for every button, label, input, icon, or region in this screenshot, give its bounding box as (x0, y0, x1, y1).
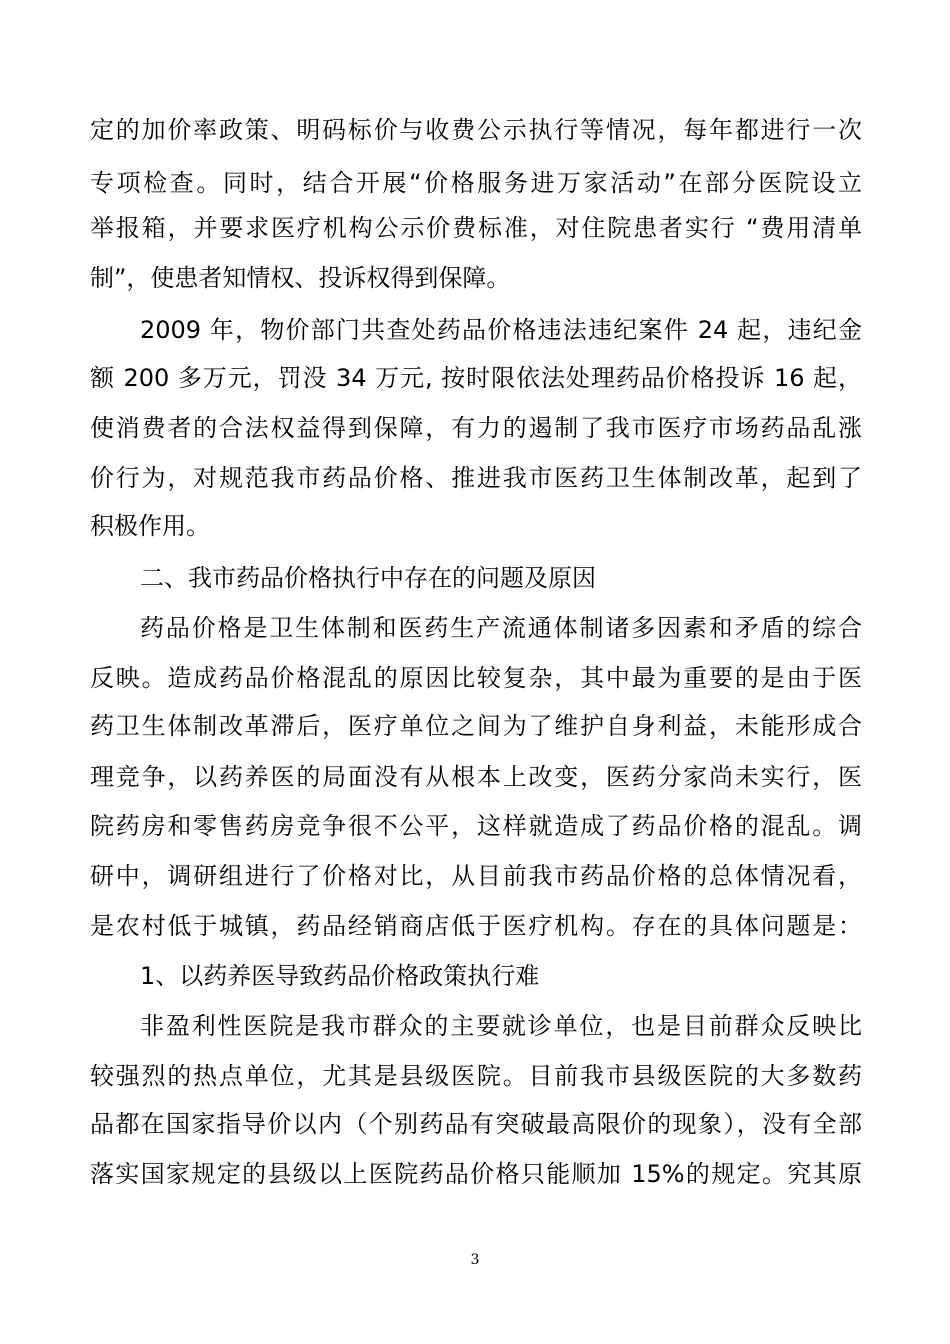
paragraph-line: 院药房和零售药房竞争很不公平，这样就造成了药品价格的混乱。调 (90, 812, 862, 840)
paragraph-line: 使消费者的合法权益得到保障，有力的遏制了我市医疗市场药品乱涨 (90, 414, 862, 442)
page-number: 3 (470, 1252, 480, 1268)
paragraph-line: 非盈利性医院是我市群众的主要就诊单位，也是目前群众反映比 (140, 1012, 862, 1040)
paragraph-line: 专项检查。同时，结合开展“价格服务进万家活动”在部分医院设立 (90, 169, 862, 197)
section-heading: 二、我市药品价格执行中存在的问题及原因 (140, 564, 596, 592)
paragraph-line: 落实国家规定的县级以上医院药品价格只能顺加 15%的规定。究其原 (90, 1160, 862, 1188)
paragraph-line: 制”，使患者知情权、投诉权得到保障。 (90, 264, 511, 292)
subsection-heading: 1、以药养医导致药品价格政策执行难 (140, 962, 540, 990)
paragraph-line: 较强烈的热点单位，尤其是县级医院。目前我市县级医院的大多数药 (90, 1062, 862, 1090)
paragraph-line: 药品价格是卫生体制和医药生产流通体制诸多因素和矛盾的综合 (140, 614, 862, 642)
paragraph-line: 理竞争，以药养医的局面没有从根本上改变，医药分家尚未实行，医 (90, 763, 862, 791)
paragraph-line: 药卫生体制改革滞后，医疗单位之间为了维护自身利益，未能形成合 (90, 712, 862, 740)
paragraph-line: 研中，调研组进行了价格对比，从目前我市药品价格的总体情况看， (90, 862, 862, 890)
paragraph-line: 价行为，对规范我市药品价格、推进我市医药卫生体制改革，起到了 (90, 464, 862, 492)
paragraph-line: 反映。造成药品价格混乱的原因比较复杂，其中最为重要的是由于医 (90, 664, 862, 692)
paragraph-line: 定的加价率政策、明码标价与收费公示执行等情况，每年都进行一次 (90, 116, 862, 144)
paragraph-line: 品都在国家指导价以内（个别药品有突破最高限价的现象），没有全部 (90, 1110, 862, 1138)
paragraph-line: 2009 年，物价部门共查处药品价格违法违纪案件 24 起，违纪金 (140, 316, 862, 344)
paragraph-line: 积极作用。 (90, 512, 210, 540)
paragraph-line: 是农村低于城镇，药品经销商店低于医疗机构。存在的具体问题是： (90, 912, 862, 940)
paragraph-line: 额 200 多万元，罚没 34 万元, 按时限依法处理药品价格投诉 16 起， (90, 364, 862, 392)
paragraph-line: 举报箱，并要求医疗机构公示价费标准，对住院患者实行 “费用清单 (90, 214, 862, 242)
